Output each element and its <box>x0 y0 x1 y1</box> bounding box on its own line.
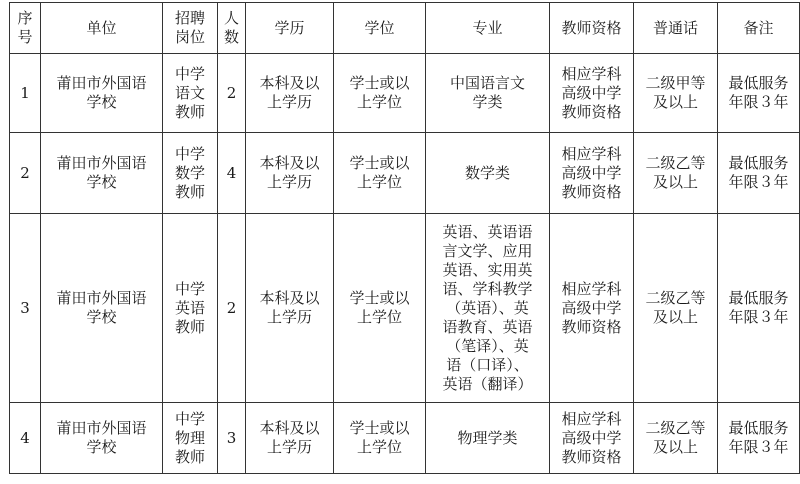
cell-no: 2 <box>10 133 41 214</box>
cell-mandarin: 二级乙等 及以上 <box>634 403 718 474</box>
cell-post: 中学 数学 教师 <box>163 133 218 214</box>
header-row <box>10 3 800 54</box>
cell-education: 本科及以 上学历 <box>246 133 334 214</box>
cell-degree: 学士或以 上学位 <box>334 214 426 403</box>
cell-count: 2 <box>218 54 246 133</box>
table-row <box>10 133 800 214</box>
cell-no: 1 <box>10 54 41 133</box>
table-row <box>10 214 800 403</box>
cell-qualification: 相应学科 高级中学 教师资格 <box>550 403 634 474</box>
cell-qualification: 相应学科 高级中学 教师资格 <box>550 133 634 214</box>
cell-degree: 学士或以 上学位 <box>334 54 426 133</box>
cell-mandarin: 二级乙等 及以上 <box>634 133 718 214</box>
cell-post: 中学 语文 教师 <box>163 54 218 133</box>
cell-major: 英语、英语语 言文学、应用 英语、实用英 语、学科教学 （英语）、英 语教育、英语 （笔译）、英 语（口译）、 英语（翻译） <box>426 214 550 403</box>
cell-count: 2 <box>218 214 246 403</box>
header-education: 学历 <box>246 3 334 54</box>
cell-qualification: 相应学科 高级中学 教师资格 <box>550 54 634 133</box>
cell-count: 3 <box>218 403 246 474</box>
cell-post: 中学 物理 教师 <box>163 403 218 474</box>
header-degree: 学位 <box>334 3 426 54</box>
cell-unit: 莆田市外国语 学校 <box>41 133 163 214</box>
cell-major: 物理学类 <box>426 403 550 474</box>
cell-post: 中学 英语 教师 <box>163 214 218 403</box>
cell-mandarin: 二级甲等 及以上 <box>634 54 718 133</box>
cell-education: 本科及以 上学历 <box>246 54 334 133</box>
cell-degree: 学士或以 上学位 <box>334 133 426 214</box>
cell-unit: 莆田市外国语 学校 <box>41 214 163 403</box>
cell-major: 数学类 <box>426 133 550 214</box>
cell-note: 最低服务 年限３年 <box>718 214 800 403</box>
cell-education: 本科及以 上学历 <box>246 214 334 403</box>
cell-education: 本科及以 上学历 <box>246 403 334 474</box>
cell-unit: 莆田市外国语 学校 <box>41 403 163 474</box>
header-major: 专业 <box>426 3 550 54</box>
recruitment-table <box>9 2 800 474</box>
header-mandarin: 普通话 <box>634 3 718 54</box>
cell-note: 最低服务 年限３年 <box>718 133 800 214</box>
cell-note: 最低服务 年限３年 <box>718 54 800 133</box>
cell-count: 4 <box>218 133 246 214</box>
header-count: 人 数 <box>218 3 246 54</box>
header-no: 序 号 <box>10 3 41 54</box>
table-row <box>10 54 800 133</box>
cell-qualification: 相应学科 高级中学 教师资格 <box>550 214 634 403</box>
header-unit: 单位 <box>41 3 163 54</box>
header-qualification: 教师资格 <box>550 3 634 54</box>
cell-major: 中国语言文 学类 <box>426 54 550 133</box>
cell-no: 4 <box>10 403 41 474</box>
cell-note: 最低服务 年限３年 <box>718 403 800 474</box>
cell-degree: 学士或以 上学位 <box>334 403 426 474</box>
cell-mandarin: 二级乙等 及以上 <box>634 214 718 403</box>
cell-unit: 莆田市外国语 学校 <box>41 54 163 133</box>
cell-no: 3 <box>10 214 41 403</box>
table-row <box>10 403 800 474</box>
header-note: 备注 <box>718 3 800 54</box>
header-post: 招聘 岗位 <box>163 3 218 54</box>
